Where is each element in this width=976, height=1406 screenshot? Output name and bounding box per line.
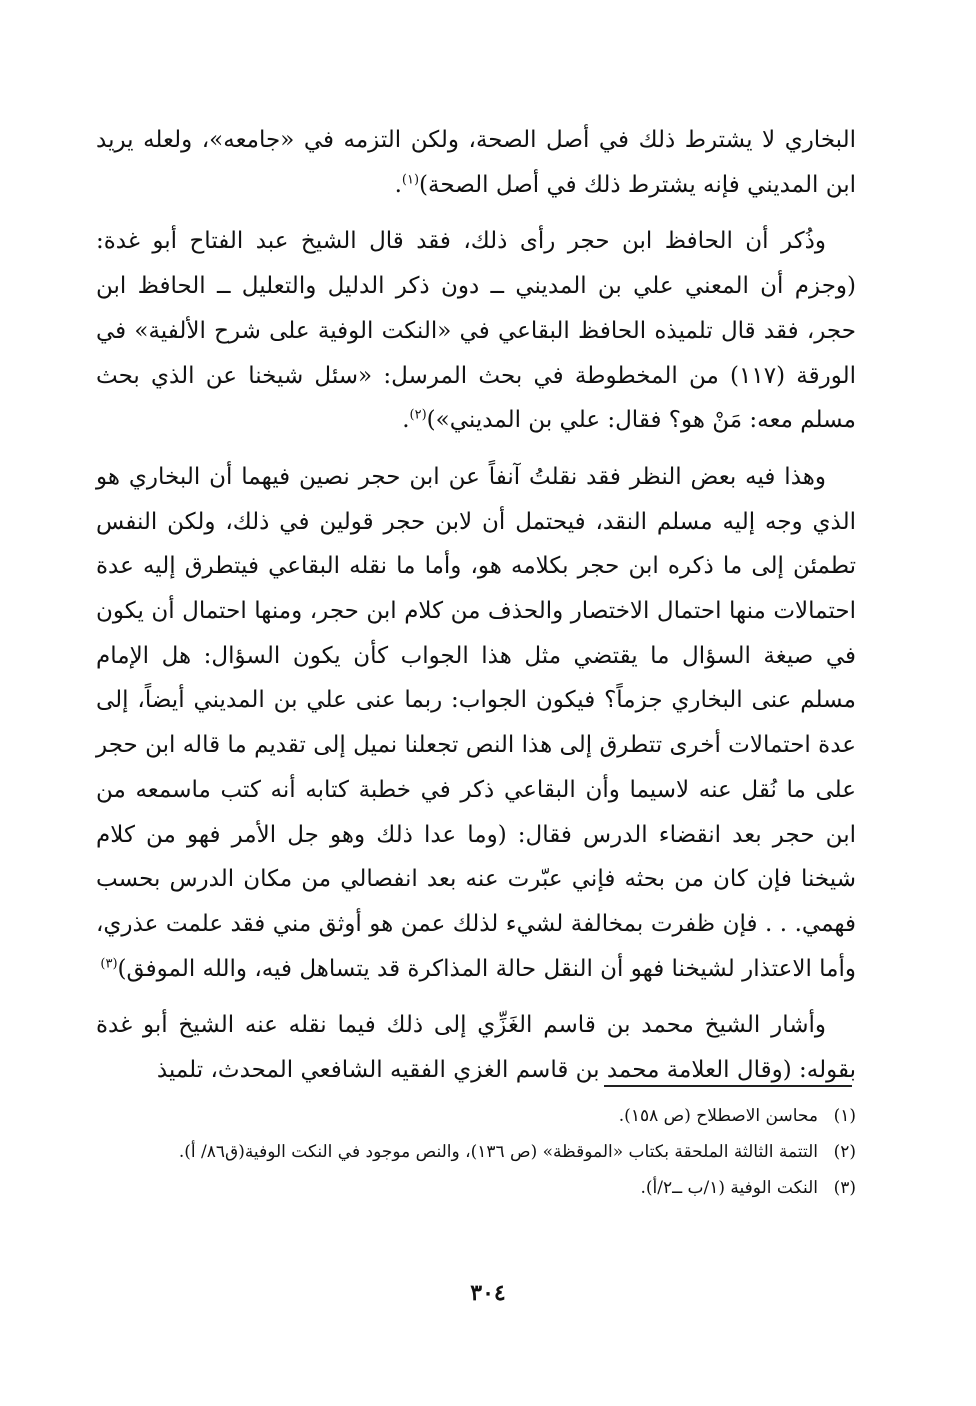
paragraph-3-text: وهذا فيه بعض النظر فقد نقلتُ آنفاً عن ابن حجر نصين فيهما أن البخاري هو الذي وجه إليه مسلم النقد، فيحتمل أن لابن حجر قولين في ذلك، ولكن النفس تطمئن إلى ما ذكره ابن حجر بكلامه هو، وأما ما نقله البقاعي فيتطرق إليه عدة احتمالات منها احتمال الاختصار والحذف من كلام ابن حجر، ومنها احتمال أن يكون في صيغة السؤال ما يقتضي مثل هذا الجواب كأن يكون السؤال: هل الإمام مسلم عنى البخاري جزماً؟ فيكون الجواب: ربما عنى علي بن المديني أيضاً، إلى عدة احتمالات أخرى تتطرق إلى هذا النص تجعلنا نميل إلى تقديم ما قاله ابن حجر على ما نُقل عنه لاسيما وأن البقاعي ذكر في خطبة كتابه أنه كتب ماسمعه من ابن حجر بعد انقضاء الدرس فقال: (وما عدا ذلك وهو جل الأمر فهو من كلام شيخنا فإن كان من بحثه فإني عبّرت عنه بعد انفصالي من مكان الدرس بحسب فهمي. . . فإن ظفرت بمخالفة لشيء لذلك عمن هو أوثق مني فقد علمت عذري، وأما الاعتذار لشيخنا فهو أن النقل حالة المذاكرة قد يتساهل فيه، والله الموفق) <box>96 463 856 982</box>
footnote-2-number: (٢) <box>833 1142 856 1162</box>
paragraph-3 <box>96 455 856 991</box>
paragraph-2 <box>96 219 856 443</box>
footnote-3-text: النكت الوفية (١/ب ــ٢/أ). <box>640 1178 818 1198</box>
paragraph-2-tail: . <box>402 407 410 434</box>
footnote-ref-1: (١) <box>401 172 420 188</box>
footnote-3 <box>100 1170 856 1206</box>
footnote-1 <box>100 1098 856 1134</box>
paragraph-2-text: وذُكر أن الحافظ ابن حجر رأى ذلك، فقد قال الشيخ عبد الفتاح أبو غدة: (وجزم أن المعني علي بن المديني ــ دون ذكر الدليل والتعليل ــ الحافظ ابن حجر، فقد قال تلميذه الحافظ البقاعي في «النكت الوفية على شرح الألفية» في الورقة (١١٧) من المخطوطة في بحث المرسل: «سئل شيخنا عن الذي بحث مسلم معه: مَنْ هو؟ فقال: علي بن المديني») <box>96 228 856 434</box>
footnote-3-number: (٣) <box>833 1178 856 1198</box>
footnote-ref-2: (٢) <box>409 407 427 423</box>
paragraph-4 <box>96 1003 856 1092</box>
footnotes <box>100 1098 856 1206</box>
footnote-1-text: محاسن الاصطلاح (ص ١٥٨). <box>618 1106 818 1126</box>
footnote-ref-3: (٣) <box>100 956 118 971</box>
footnote-1-number: (١) <box>833 1106 856 1126</box>
body-text <box>96 118 856 1105</box>
paragraph-1-tail: . <box>394 171 402 198</box>
page-number: ٣٠٤ <box>470 1280 506 1306</box>
footnote-2 <box>100 1134 856 1170</box>
paragraph-1-text: البخاري لا يشترط ذلك في أصل الصحة، ولكن التزمه في «جامعه»، ولعله يريد ابن المديني فإنه يشترط ذلك في أصل الصحة) <box>96 127 856 198</box>
paragraph-1 <box>96 118 856 207</box>
footnote-2-text: التتمة الثالثة الملحقة بكتاب «الموقظة» (ص ١٣٦)، والنص موجود في النكت الوفية(ق٨٦/ أ). <box>178 1142 818 1162</box>
footnote-separator <box>604 1085 852 1087</box>
paragraph-4-text: وأشار الشيخ محمد بن قاسم الغَزِّي إلى ذلك فيما نقله عنه الشيخ أبو غدة بقوله: (وقال العلامة محمد بن قاسم الغزي الفقيه الشافعي المحدث، تلميذ <box>96 1012 856 1084</box>
